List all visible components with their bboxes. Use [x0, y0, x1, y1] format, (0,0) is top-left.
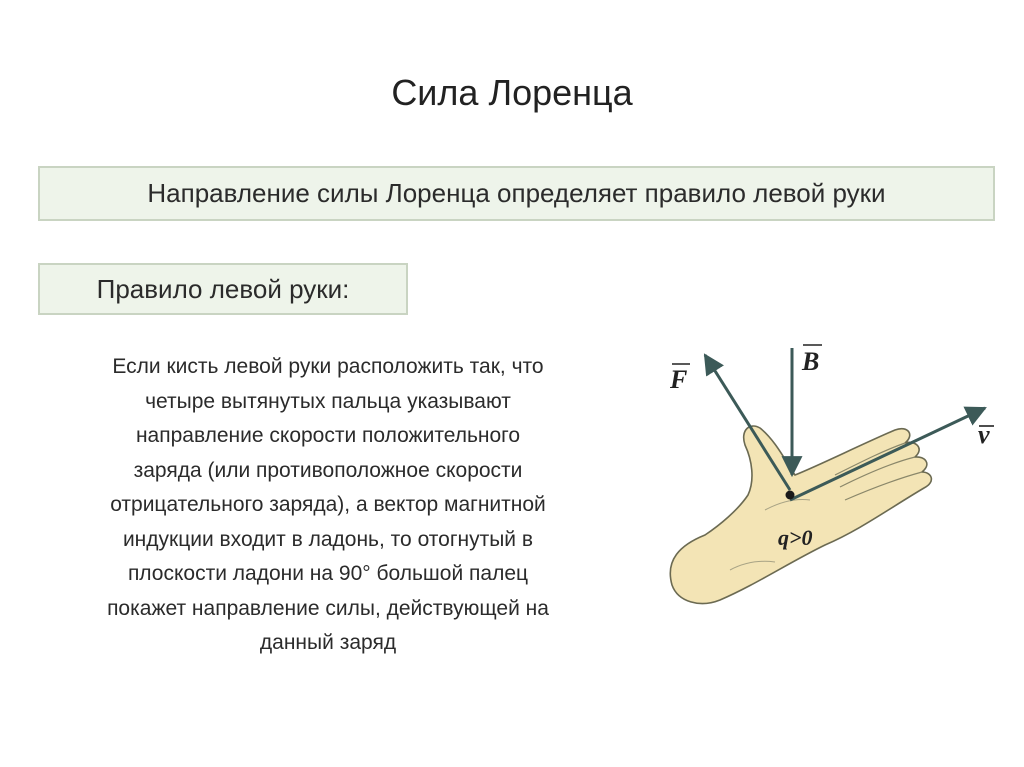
- left-hand-diagram: [660, 330, 1010, 630]
- rule-heading-box: [38, 263, 408, 315]
- rule-description: [48, 350, 608, 661]
- field-label: B: [802, 347, 820, 376]
- definition-box: [38, 166, 995, 221]
- force-label: F: [670, 365, 688, 394]
- slide-title: Сила Лоренца: [391, 72, 633, 113]
- rule-line: индукции входит в ладонь, то отогнутый в: [122, 527, 534, 551]
- rule-heading-text: Правило левой руки:: [96, 273, 350, 304]
- rule-line: плоскости ладони на 90° большой палец: [127, 562, 529, 585]
- force-arrow: [705, 355, 790, 490]
- left-hand-rule-figure: [660, 330, 1010, 630]
- rule-line: заряда (или противоположное скорости: [133, 458, 523, 482]
- rule-line: направление скорости положительного: [135, 424, 521, 447]
- rule-line: отрицательного заряда), а вектор магнитной: [110, 493, 546, 516]
- rule-line: данный заряд: [259, 631, 397, 654]
- charge-label: q>0: [778, 525, 813, 550]
- definition-text: Направление силы Лоренца определяет правило левой руки: [147, 178, 886, 208]
- rule-line: Если кисть левой руки расположить так, что: [112, 355, 544, 378]
- rule-line: четыре вытянутых пальца указывают: [145, 389, 511, 413]
- velocity-label: v: [978, 420, 990, 449]
- rule-line: покажет направление силы, действующей на: [107, 596, 549, 620]
- charge-point: [786, 491, 795, 500]
